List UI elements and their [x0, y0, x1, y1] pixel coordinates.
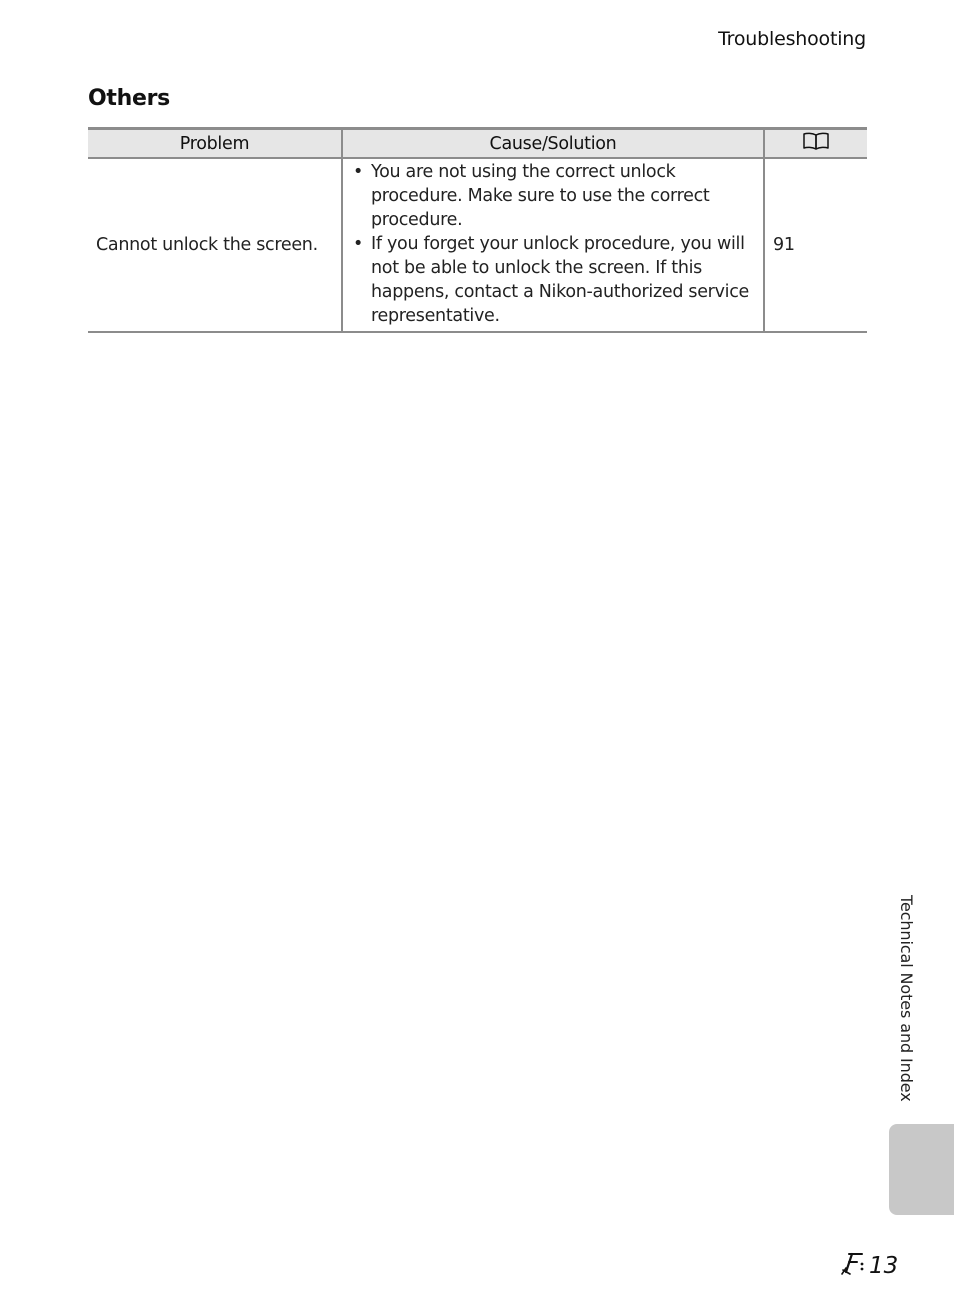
cause-solution-cell — [342, 158, 764, 332]
cause-text: You are not using the correct unlock procedure. Make sure to use the correct procedure. — [371, 162, 710, 230]
header-problem: Problem — [88, 129, 342, 159]
header-cause-solution: Cause/Solution — [342, 129, 764, 159]
side-tab-marker — [889, 1124, 954, 1215]
header-reference — [764, 129, 867, 159]
bullet-icon: • — [353, 162, 364, 182]
reference-page-cell: 91 — [764, 158, 867, 332]
running-header: Troubleshooting — [718, 28, 866, 50]
book-icon — [802, 131, 830, 156]
side-tab-label: Technical Notes and Index — [897, 895, 916, 1102]
section-title: Others — [88, 86, 170, 111]
reference-f-icon — [840, 1250, 869, 1282]
cause-item — [351, 232, 755, 328]
cause-text: If you forget your unlock procedure, you will not be able to unlock the screen. If this happens, contact a Nikon-authorized service representative. — [371, 234, 749, 326]
cause-item — [351, 160, 755, 232]
bullet-icon: • — [353, 234, 364, 254]
table-row — [88, 158, 867, 332]
problem-cell: Cannot unlock the screen. — [88, 158, 342, 332]
table-header-row — [88, 129, 867, 159]
page-number — [840, 1250, 898, 1282]
cause-list — [351, 160, 755, 328]
troubleshooting-table — [88, 127, 867, 333]
page-number-text: 13 — [869, 1253, 899, 1279]
